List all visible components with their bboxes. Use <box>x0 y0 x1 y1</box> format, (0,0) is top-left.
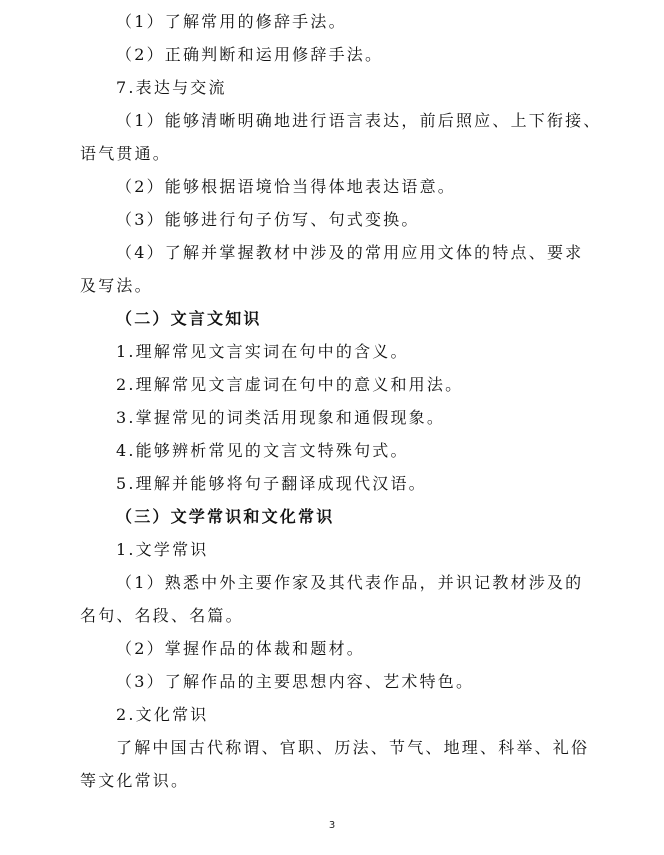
text-line: （4）了解并掌握教材中涉及的常用应用文体的特点、要求 <box>116 243 584 262</box>
text-line: （2）正确判断和运用修辞手法。 <box>116 45 384 64</box>
text-line: 语气贯通。 <box>80 144 172 163</box>
section-heading: 1.文学常识 <box>116 540 209 559</box>
section-heading: 7.表达与交流 <box>116 78 227 97</box>
text-line: 及写法。 <box>80 276 153 295</box>
page-number: 3 <box>328 820 336 831</box>
text-line: 2.理解常见文言虚词在句中的意义和用法。 <box>116 375 464 394</box>
text-line: （2）掌握作品的体裁和题材。 <box>116 639 365 658</box>
section-heading: （二）文言文知识 <box>116 309 262 328</box>
text-line: （2）能够根据语境恰当得体地表达语意。 <box>116 177 456 196</box>
section-heading: （三）文学常识和文化常识 <box>116 507 335 526</box>
text-line: 4.能够辨析常见的文言文特殊句式。 <box>116 441 409 460</box>
text-line: （1）了解常用的修辞手法。 <box>116 12 347 31</box>
text-line: 5.理解并能够将句子翻译成现代汉语。 <box>116 474 427 493</box>
text-line: （3）能够进行句子仿写、句式变换。 <box>116 210 420 229</box>
section-heading: 2.文化常识 <box>116 705 209 724</box>
text-line: （1）熟悉中外主要作家及其代表作品，并识记教材涉及的 <box>116 573 584 592</box>
text-line: （3）了解作品的主要思想内容、艺术特色。 <box>116 672 475 691</box>
text-line: （1）能够清晰明确地进行语言表达，前后照应、上下衔接、 <box>116 111 602 130</box>
text-line: 3.掌握常见的词类活用现象和通假现象。 <box>116 408 446 427</box>
text-line: 1.理解常见文言实词在句中的含义。 <box>116 342 409 361</box>
text-line: 了解中国古代称谓、官职、历法、节气、地理、科举、礼俗 <box>116 738 590 757</box>
text-line: 等文化常识。 <box>80 771 190 790</box>
text-line: 名句、名段、名篇。 <box>80 606 244 625</box>
